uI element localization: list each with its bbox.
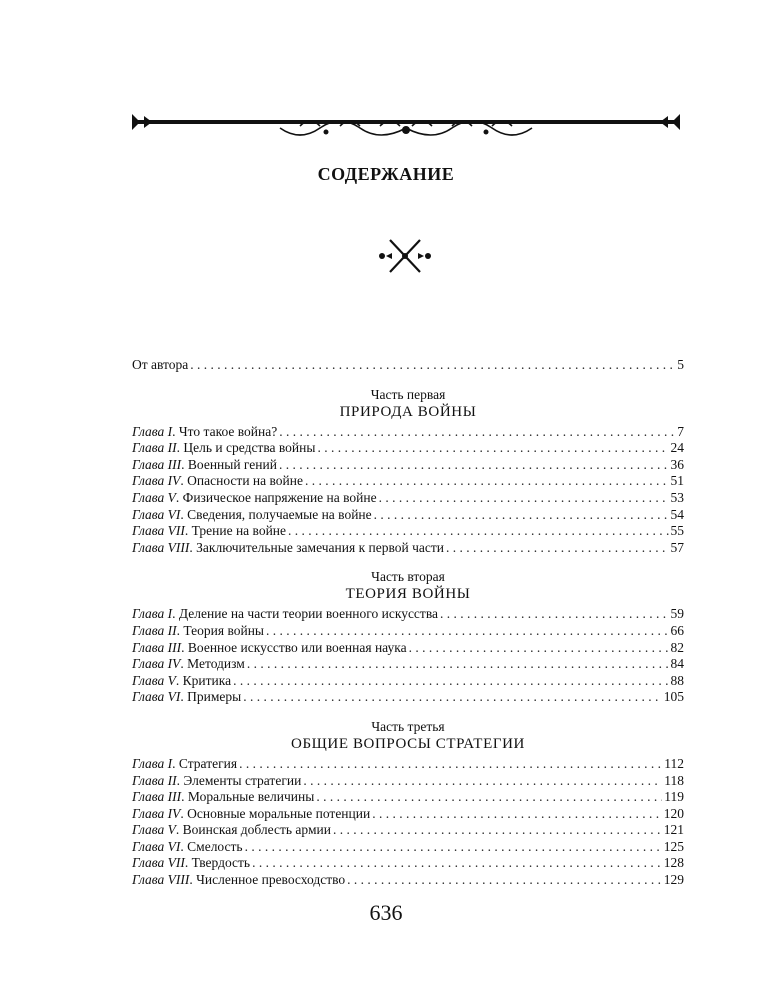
crossed-swords-icon [378,236,432,276]
chapter-title: Теория войны [183,622,264,638]
entry-page: 24 [670,440,684,456]
chapter-number: Глава II [132,622,177,638]
page-number: 636 [369,900,403,925]
entry-title: Глава III. Моральные величины [132,789,315,805]
chapter-number: Глава VII [132,523,185,539]
toc-entry[interactable] [132,606,684,623]
entry-page: 55 [670,523,684,539]
entry-title: Глава II. Цель и средства войны [132,440,316,456]
entry-title: От автора [132,357,189,372]
toc-entry[interactable] [132,855,684,872]
table-of-contents [132,357,684,889]
page-title: СОДЕРЖАНИЕ [317,164,455,184]
entry-page: 125 [663,838,684,854]
entry-title: Глава IV. Основные моральные потенции [132,805,371,821]
chapter-number: Глава III [132,789,182,805]
toc-entry[interactable] [132,806,684,823]
chapter-number: Глава IV [132,656,181,672]
entry-page: 121 [663,822,684,838]
chapter-title: Воинская доблесть армии [182,822,331,838]
entry-title: Глава VII. Твердость [132,855,251,871]
chapter-number: Глава I [132,606,173,622]
toc-entry[interactable] [132,839,684,856]
entry-page: 129 [663,872,684,888]
entry-title: Глава V. Физическое напряжение на войне [132,489,377,505]
entry-page: 51 [670,473,684,489]
entry-title: Глава VI. Сведения, получаемые на войне [132,506,372,522]
chapter-title: Заключительные замечания к первой части [196,539,444,555]
chapter-number: Глава VIII [132,872,190,888]
entry-title: Глава IV. Методизм [132,656,245,672]
entry-page: 128 [663,855,684,871]
part-subtitle: Часть третья [371,718,445,734]
toc-entry[interactable] [132,872,684,889]
parts-list [132,386,684,889]
chapter-title: Военное искусство или военная наука [187,639,407,655]
chapter-title: Опасности на войне [187,473,303,489]
chapter-title: Критика [182,672,232,688]
dot-leader [245,839,662,856]
entry-title: Глава V. Критика [132,672,232,688]
entry-title: Глава I. Деление на части теории военного искусства [132,606,439,622]
entry-title: Глава VI. Примеры [132,689,242,705]
entry-title: Глава III. Военное искусство или военная наука [132,639,407,655]
toc-entry[interactable] [132,457,684,474]
chapter-title: Методизм [187,656,245,672]
entry-page: 112 [664,755,684,771]
dot-leader [305,473,669,490]
entry-page: 118 [664,772,684,788]
entry-page: 88 [670,672,684,688]
entry-page: 82 [670,639,684,655]
dot-leader [317,440,668,457]
chapter-number: Глава VII [132,855,185,871]
toc-entry[interactable] [132,640,684,657]
entry-page: 54 [670,506,684,522]
toc-entry[interactable] [132,540,684,557]
entry-title: Глава II. Теория войны [132,622,264,638]
toc-entry[interactable] [132,507,684,524]
toc-entry[interactable] [132,523,684,540]
part-title: ТЕОРИЯ ВОЙНЫ [345,586,471,603]
toc-entry[interactable] [132,490,684,507]
chapter-number: Глава VI [132,838,181,854]
toc-entry[interactable] [132,673,684,690]
chapter-title: Цель и средства войны [183,440,316,456]
dot-leader [372,806,662,823]
dot-leader [303,773,662,790]
chapter-title: Численное превосходство [196,872,346,888]
chapter-title: Сведения, получаемые на войне [187,506,372,522]
dot-leader [409,640,669,657]
chapter-title: Твердость [191,855,251,871]
chapter-title: Физическое напряжение на войне [182,489,377,505]
part-subtitle: Часть первая [370,386,446,402]
toc-part [132,386,684,557]
toc-entry[interactable] [132,689,684,706]
chapter-number: Глава II [132,772,177,788]
dot-leader [374,507,669,524]
dot-leader [243,689,662,706]
chapter-number: Глава V [132,489,176,505]
toc-entry[interactable] [132,789,684,806]
entry-page: 7 [677,423,684,439]
chapter-title: Что такое война? [178,423,278,439]
chapter-number: Глава IV [132,473,181,489]
decorative-rule-icon [130,108,682,140]
dot-leader [266,623,669,640]
chapter-title: Элементы стратегии [183,772,302,788]
chapter-title: Основные моральные потенции [187,805,371,821]
dot-leader [288,523,668,540]
chapter-number: Глава VI [132,689,181,705]
toc-entry[interactable] [132,440,684,457]
entry-title: Глава VIII. Заключительные замечания к первой части [132,539,444,555]
chapter-title: Примеры [187,689,242,705]
toc-entry[interactable] [132,424,684,441]
dot-leader [446,540,669,557]
part-subtitle: Часть вторая [371,569,445,585]
toc-entry-intro[interactable] [132,357,684,374]
entry-page: 119 [664,789,684,805]
toc-part [132,568,684,706]
entry-title: Глава I. Что такое война? [132,423,278,439]
dot-leader [190,357,675,374]
entry-title: Глава III. Военный гений [132,456,277,472]
dot-leader [279,424,675,441]
chapter-title: Смелость [187,838,243,854]
entry-page: 84 [670,656,684,672]
dot-leader [252,855,662,872]
entry-title: Глава VIII. Численное превосходство [132,872,346,888]
entry-page: 66 [670,622,684,638]
part-title: ПРИРОДА ВОЙНЫ [339,403,477,420]
chapter-number: Глава V [132,672,176,688]
dot-leader [379,490,669,507]
chapter-title: Моральные величины [187,789,315,805]
dot-leader [239,756,662,773]
chapter-title: Военный гений [187,456,277,472]
dot-leader [247,656,669,673]
chapter-number: Глава I [132,755,173,771]
chapter-number: Глава II [132,440,177,456]
toc-entry[interactable] [132,656,684,673]
toc-entry[interactable] [132,822,684,839]
entry-page: 57 [670,539,684,555]
dot-leader [333,822,662,839]
toc-entry[interactable] [132,623,684,640]
chapter-number: Глава V [132,822,176,838]
entry-page: 120 [663,805,684,821]
chapter-number: Глава VIII [132,539,190,555]
chapter-title: Деление на части теории военного искусства [178,606,439,622]
entry-page: 53 [670,489,684,505]
entry-page: 59 [670,606,684,622]
chapter-title: Трение на войне [191,523,287,539]
toc-part [132,718,684,889]
chapter-number: Глава VI [132,506,181,522]
entry-page: 105 [663,689,684,705]
entry-title: Глава V. Воинская доблесть армии [132,822,331,838]
entry-title: Глава II. Элементы стратегии [132,772,302,788]
entry-page: 36 [670,456,684,472]
entry-page: 5 [677,357,684,372]
chapter-number: Глава I [132,423,173,439]
dot-leader [233,673,668,690]
dot-leader [279,457,669,474]
chapter-number: Глава III [132,456,182,472]
entry-title: Глава VII. Трение на войне [132,523,287,539]
entry-title: Глава IV. Опасности на войне [132,473,303,489]
toc-entry[interactable] [132,473,684,490]
dot-leader [347,872,662,889]
toc-entry[interactable] [132,773,684,790]
dot-leader [440,606,668,623]
chapter-number: Глава IV [132,805,181,821]
chapter-title: Стратегия [178,755,238,771]
chapter-number: Глава III [132,639,182,655]
dot-leader [316,789,662,806]
toc-entry[interactable] [132,756,684,773]
part-title: ОБЩИЕ ВОПРОСЫ СТРАТЕГИИ [291,735,525,752]
entry-title: Глава VI. Смелость [132,838,243,854]
entry-title: Глава I. Стратегия [132,755,238,771]
